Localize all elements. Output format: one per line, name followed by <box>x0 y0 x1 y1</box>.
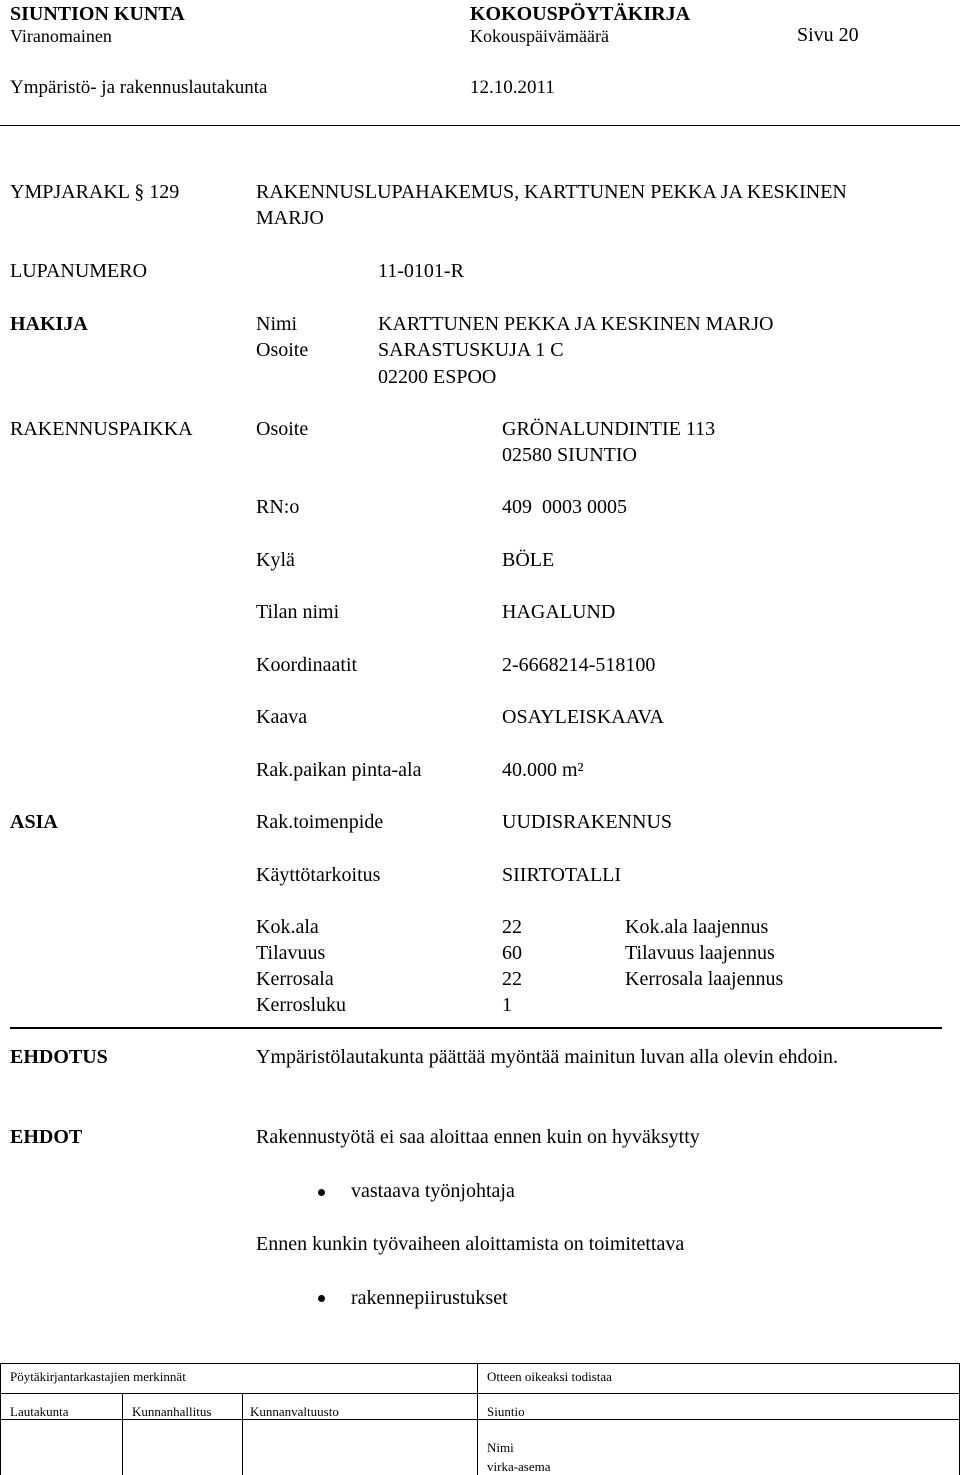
footer-rule <box>0 1419 960 1420</box>
footer-top-rule <box>0 1363 960 1364</box>
estate-name-value: HAGALUND <box>502 601 616 623</box>
header-divider <box>0 125 960 126</box>
metric-label: Kerrosluku <box>256 994 346 1016</box>
village-value: BÖLE <box>502 549 555 571</box>
metric-label: Tilavuus <box>256 942 326 964</box>
coordinates-value: 2-6668214-518100 <box>502 654 656 676</box>
page-number: Sivu 20 <box>797 24 859 46</box>
condition-item-1: vastaava työnjohtaja <box>351 1180 515 1202</box>
coordinates-label: Koordinaatit <box>256 654 358 676</box>
site-area-value: 40.000 m² <box>502 759 584 781</box>
meeting-date-label: Kokouspäivämäärä <box>470 26 609 46</box>
metric-extension-label: Tilavuus laajennus <box>625 942 775 964</box>
case-title-line2: MARJO <box>256 207 324 229</box>
footer-border <box>242 1393 243 1475</box>
inspectors-label: Pöytäkirjantarkastajien merkinnät <box>10 1369 186 1384</box>
rn-value: 409 0003 0005 <box>502 496 627 518</box>
conditions-label: EHDOT <box>10 1126 83 1148</box>
conditions-intro-1: Rakennustyötä ei saa aloittaa ennen kuin on hyväksytty <box>256 1126 700 1148</box>
plan-label: Kaava <box>256 706 308 728</box>
municipality-name: SIUNTION KUNTA <box>10 3 185 25</box>
section-divider <box>10 1027 942 1029</box>
council-label: Kunnanvaltuusto <box>250 1404 339 1419</box>
metric-label: Kerrosala <box>256 968 334 990</box>
govt-label: Kunnanhallitus <box>132 1404 212 1419</box>
use-value: SIIRTOTALLI <box>502 864 622 886</box>
conditions-intro-2: Ennen kunkin työvaiheen aloittamista on toimitettava <box>256 1233 685 1255</box>
site-label: RAKENNUSPAIKKA <box>10 418 193 440</box>
metric-extension-label: Kerrosala laajennus <box>625 968 784 990</box>
footer-mid-rule <box>0 1393 960 1394</box>
use-label: Käyttötarkoitus <box>256 864 381 886</box>
proposal-text: Ympäristölautakunta päättää myöntää mainitun luvan alla olevin ehdoin. <box>256 1046 839 1068</box>
permit-number: 11-0101-R <box>378 260 464 282</box>
village-label: Kylä <box>256 549 295 571</box>
metric-value: 22 <box>502 968 522 990</box>
bullet-icon <box>318 1295 325 1302</box>
case-title-line1: RAKENNUSLUPAHAKEMUS, KARTTUNEN PEKKA JA KESKINEN <box>256 181 847 203</box>
site-address-line2: 02580 SIUNTIO <box>502 444 637 466</box>
applicant-address-label: Osoite <box>256 339 309 361</box>
meeting-date: 12.10.2011 <box>470 77 555 98</box>
applicant-address-line2: 02200 ESPOO <box>378 366 497 388</box>
proposal-label: EHDOTUS <box>10 1046 108 1068</box>
signer-name-label: Nimi <box>487 1440 514 1455</box>
metric-value: 22 <box>502 916 522 938</box>
action-label: Rak.toimenpide <box>256 811 384 833</box>
document-type: KOKOUSPÖYTÄKIRJA <box>470 3 691 25</box>
plan-value: OSAYLEISKAAVA <box>502 706 664 728</box>
matter-label: ASIA <box>10 811 58 833</box>
permit-number-label: LUPANUMERO <box>10 260 148 282</box>
metric-value: 1 <box>502 994 512 1016</box>
footer-border <box>0 1363 1 1475</box>
metric-value: 60 <box>502 942 522 964</box>
action-value: UUDISRAKENNUS <box>502 811 673 833</box>
site-area-label: Rak.paikan pinta-ala <box>256 759 422 781</box>
place-label: Siuntio <box>487 1404 525 1419</box>
signer-position-label: virka-asema <box>487 1459 551 1474</box>
rn-label: RN:o <box>256 496 300 518</box>
metric-extension-label: Kok.ala laajennus <box>625 916 769 938</box>
site-address-line1: GRÖNALUNDINTIE 113 <box>502 418 716 440</box>
footer-border <box>477 1363 478 1475</box>
applicant-address-line1: SARASTUSKUJA 1 C <box>378 339 564 361</box>
site-address-label: Osoite <box>256 418 309 440</box>
footer-border <box>122 1393 123 1475</box>
case-reference: YMPJARAKL § 129 <box>10 181 180 203</box>
metric-label: Kok.ala <box>256 916 319 938</box>
certified-label: Otteen oikeaksi todistaa <box>487 1369 612 1384</box>
applicant-label: HAKIJA <box>10 313 88 335</box>
authority-label: Viranomainen <box>10 26 112 46</box>
applicant-name-label: Nimi <box>256 313 298 335</box>
estate-name-label: Tilan nimi <box>256 601 340 623</box>
condition-item-2: rakennepiirustukset <box>351 1287 508 1309</box>
applicant-name: KARTTUNEN PEKKA JA KESKINEN MARJO <box>378 313 774 335</box>
authority-name: Ympäristö- ja rakennuslautakunta <box>10 77 268 98</box>
bullet-icon <box>318 1189 325 1196</box>
board-label: Lautakunta <box>10 1404 69 1419</box>
